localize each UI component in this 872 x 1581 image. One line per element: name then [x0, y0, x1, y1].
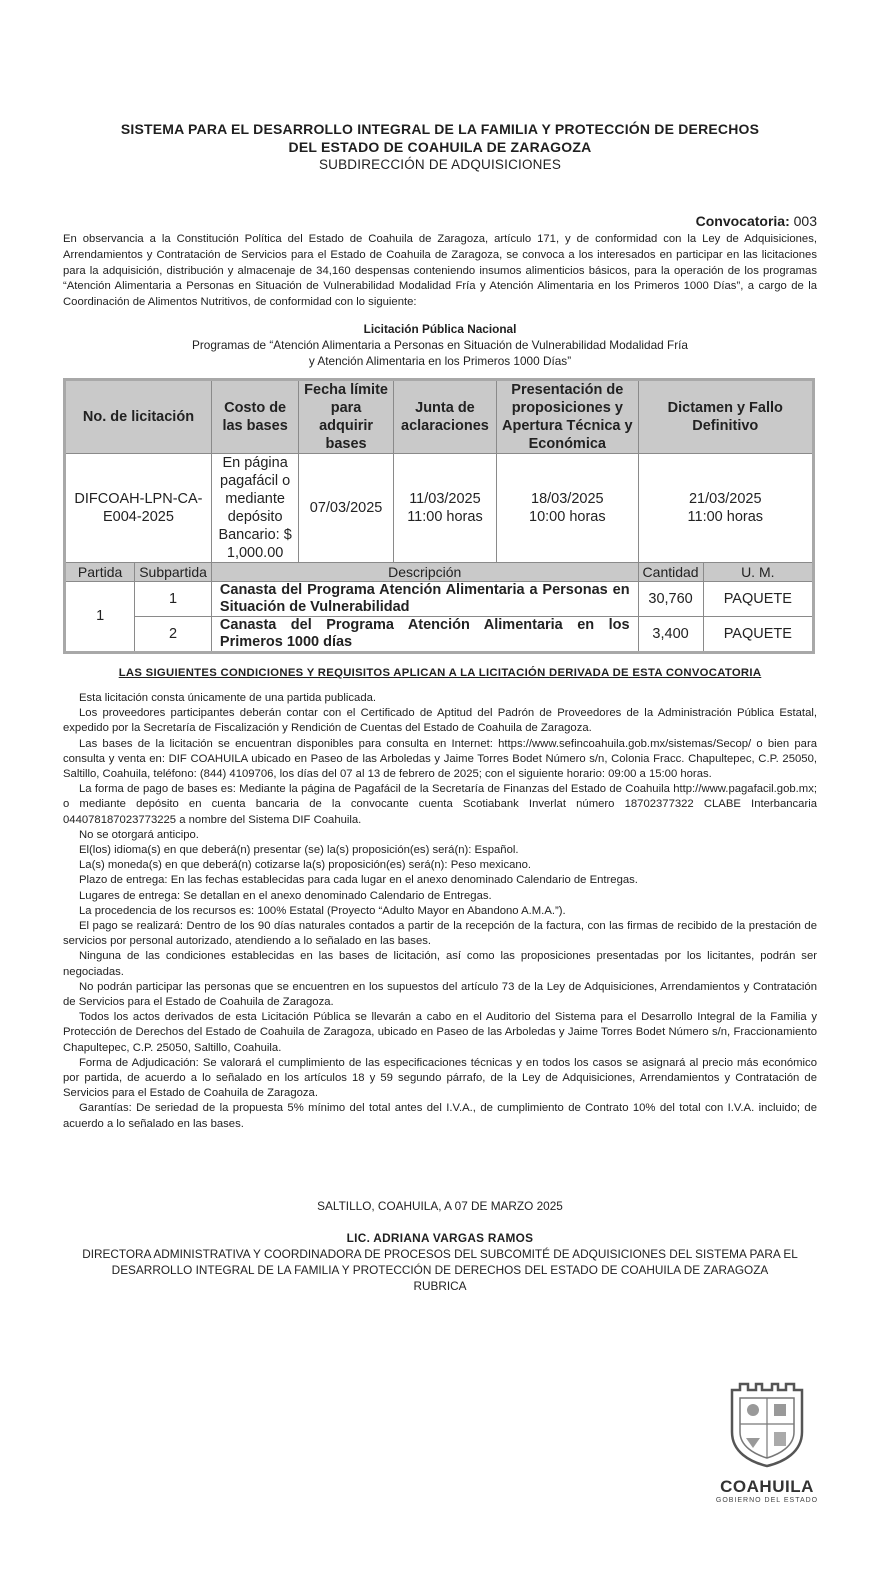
conditions-list — [63, 691, 817, 1132]
condition-item: Todos los actos derivados de esta Licitación Pública se llevarán a cabo en el Auditorio del Sistema para el Desarrollo Integral de la Familia y Protección de Derechos del Estado de Coahuila de Zaragoza, ubicado en Paseo de las Arboledas y Jaime Torres Bodet Número s/n, Fraccionamiento Chapultepec, C.P. 25050, Saltillo, Coahuila. — [63, 1011, 817, 1054]
coat-of-arms-icon — [722, 1376, 812, 1468]
licitacion-title: Licitación Pública Nacional — [363, 321, 517, 336]
header-costo: Costo de las bases — [211, 379, 298, 453]
dictamen-fecha: 21/03/2025 — [688, 490, 762, 507]
condition-item: No se otorgará anticipo. — [79, 828, 199, 841]
convocatoria-number — [63, 212, 817, 230]
header-partida: Partida — [65, 562, 135, 581]
cell-subpartida: 1 — [135, 581, 212, 616]
condition-item: La forma de pago de bases es: Mediante la página de Pagafácil de la Secretaría de Finanzas del Estado de Coahuila http://www.pagafacil.gob.mx; o mediante depósito en cuenta bancaria de la convocante cuenta Scotiabank Inverlat número 18702377322 CLABE Interbancaria 044078187023773225 a nombre del Sistema DIF Coahuila. — [63, 783, 817, 826]
place-date: SALTILLO, COAHUILA, A 07 DE MARZO 2025 — [317, 1198, 563, 1213]
table-row — [65, 616, 814, 652]
convocatoria-value: 003 — [793, 213, 817, 229]
table-header-row — [65, 379, 814, 453]
condition-item: Lugares de entrega: Se detallan en el anexo denominado Calendario de Entregas. — [79, 889, 492, 902]
signer-title-line-1: DIRECTORA ADMINISTRATIVA Y COORDINADORA DE PROCESOS DEL SUBCOMITÉ DE ADQUISICIONES DEL SISTEMA PARA EL — [82, 1246, 798, 1261]
signer-name: LIC. ADRIANA VARGAS RAMOS — [346, 1230, 534, 1245]
condition-item: La(s) moneda(s) en que deberá(n) cotizarse la(s) proposición(es) será(n): Peso mexicano. — [79, 859, 532, 872]
document-header — [63, 120, 817, 174]
junta-fecha: 11/03/2025 — [409, 490, 481, 507]
signer-title-line-2: DESARROLLO INTEGRAL DE LA FAMILIA Y PROTECCIÓN DE DERECHOS DEL ESTADO DE COAHUILA DE ZARAGOZA — [111, 1262, 769, 1277]
partida-header-row — [65, 562, 814, 581]
condition-item: Garantías: De seriedad de la propuesta 5% mínimo del total antes del I.V.A., de cumplimiento de Contrato 10% del total con I.V.A. incluido; de acuerdo a lo señalado en las bases. — [63, 1102, 817, 1130]
logo-subtitle: GOBIERNO DEL ESTADO — [715, 1497, 819, 1504]
logo-name: COAHUILA — [720, 1477, 814, 1496]
cell-descripcion: Canasta del Programa Atención Alimentaria a Personas en Situación de Vulnerabilidad — [211, 581, 638, 616]
condition-item: El pago se realizará: Dentro de los 90 días naturales contados a partir de la recepción de la factura, con las firmas de recibido de la prestación de servicios por personal autorizado, atendiendo a lo señalado en las bases. — [63, 920, 817, 948]
cell-presentacion — [497, 453, 638, 562]
licitacion-program-line-1: Programas de “Atención Alimentaria a Personas en Situación de Vulnerabilidad Modalidad Fría — [192, 337, 688, 352]
junta-hora: 11:00 horas — [407, 508, 483, 525]
condition-item: Esta licitación consta únicamente de una partida publicada. — [79, 691, 377, 704]
cell-um: PAQUETE — [703, 581, 813, 616]
coahuila-logo — [712, 1376, 822, 1504]
header-presentacion: Presentación de proposiciones y Apertura Técnica y Económica — [497, 379, 638, 453]
licitacion-table — [63, 378, 815, 654]
cell-dictamen — [638, 453, 813, 562]
header-junta: Junta de aclaraciones — [393, 379, 496, 453]
condition-item: Forma de Adjudicación: Se valorará el cumplimiento de las especificaciones técnicas y en todos los casos se asignará al precio más económico por partida, de acuerdo a lo señalado en los artículos 18 y 59 segundo párrafo, de la Ley de Adquisiciones, Arrendamientos y Contratación de Servicios para el Estado de Coahuila de Zaragoza. — [63, 1056, 817, 1100]
header-line-1: SISTEMA PARA EL DESARROLLO INTEGRAL DE LA FAMILIA Y PROTECCIÓN DE DERECHOS — [120, 121, 760, 137]
licitacion-heading — [63, 321, 817, 369]
rubrica: RUBRICA — [413, 1278, 467, 1293]
table-row — [65, 453, 814, 562]
condition-item: No podrán participar las personas que se encuentren en los supuestos del artículo 73 de la Ley de Adquisiciones, Arrendamientos y Contratación de Servicios para el Estado de Coahuila de Zaragoza. — [63, 980, 817, 1009]
condition-item: La procedencia de los recursos es: 100% Estatal (Proyecto “Adulto Mayor en Abandono A.M.A.”). — [79, 904, 566, 917]
cell-costo: En página pagafácil o mediante depósito Bancario: $ 1,000.00 — [211, 453, 298, 562]
cell-cantidad: 30,760 — [638, 581, 703, 616]
licitacion-program-line-2: y Atención Alimentaria en los Primeros 1000 Días” — [308, 353, 572, 368]
header-subpartida: Subpartida — [135, 562, 212, 581]
cell-partida: 1 — [65, 581, 135, 652]
cell-subpartida: 2 — [135, 616, 212, 652]
header-fecha-limite: Fecha límite para adquirir bases — [299, 379, 394, 453]
intro-paragraph: En observancia a la Constitución Política del Estado de Coahuila de Zaragoza, artículo 171, y de conformidad con la Ley de Adquisiciones, Arrendamientos y Contratación de Servicios para el Estado de Coahuila de Zaragoza, se convoca a los interesados en participar en las licitaciones para la adquisición, distribución y almacenaje de 34,160 despensas conteniendo insumos alimenticios básicos, para la operación de los programas “Atención Alimentaria a Personas en Situación de Vulnerabilidad Modalidad Fría y Atención Alimentaria en los Primeros 1000 Días”, a cargo de la Coordinación de Alimentos Nutritivos, de conformidad con lo siguiente: — [63, 233, 817, 309]
convocatoria-label: Convocatoria: — [695, 213, 790, 229]
cell-numero: DIFCOAH-LPN-CA-E004-2025 — [65, 453, 212, 562]
header-dictamen: Dictamen y Fallo Definitivo — [638, 379, 813, 453]
presentacion-fecha: 18/03/2025 — [531, 490, 604, 507]
signature-block — [63, 1198, 817, 1294]
header-descripcion: Descripción — [211, 562, 638, 581]
header-cantidad: Cantidad — [638, 562, 703, 581]
cell-descripcion: Canasta del Programa Atención Alimentaria en los Primeros 1000 días — [211, 616, 638, 652]
condition-item: Ninguna de las condiciones establecidas en las bases de licitación, así como las proposiciones presentadas por los licitantes, podrán ser negociadas. — [63, 950, 817, 978]
condition-item: Las bases de la licitación se encuentran disponibles para consulta en Internet: https://www.sefincoahuila.gob.mx/sistemas/Secop/ o bien para consulta y venta en: DIF COAHUILA ubicado en Paseo de las Arboledas y Jaime Torres Bodet Número s/n, Colonia Fracc. Chapultepec, C.P. 25050, Saltillo, Coahuila, teléfono: (844) 4109706, los días del 07 al 13 de febrero de 2025; con el siguiente horario: 09:00 a 15:00 horas. — [63, 737, 817, 780]
table-row — [65, 581, 814, 616]
conditions-title: LAS SIGUIENTES CONDICIONES Y REQUISITOS APLICAN A LA LICITACIÓN DERIVADA DE ESTA CONVOCATORIA — [118, 666, 762, 679]
dictamen-hora: 11:00 horas — [687, 508, 764, 525]
cell-junta — [393, 453, 496, 562]
cell-fecha-limite: 07/03/2025 — [299, 453, 394, 562]
condition-item: El(los) idioma(s) en que deberá(n) presentar (se) la(s) proposición(es) será(n): Español. — [79, 844, 519, 857]
cell-cantidad: 3,400 — [638, 616, 703, 652]
cell-um: PAQUETE — [703, 616, 813, 652]
document-page — [63, 120, 817, 1294]
condition-item: Plazo de entrega: En las fechas establecidas para cada lugar en el anexo denominado Calendario de Entregas. — [79, 874, 638, 887]
condition-item: Los proveedores participantes deberán contar con el Certificado de Aptitud del Padrón de Proveedores de la Administración Pública Estatal, expedido por la Secretaría de Fiscalización y Rendición de Cuentas del Estado de Coahuila de Zaragoza. — [63, 707, 817, 735]
presentacion-hora: 10:00 horas — [529, 508, 606, 525]
header-um: U. M. — [703, 562, 813, 581]
header-line-2: DEL ESTADO DE COAHUILA DE ZARAGOZA — [288, 139, 592, 155]
header-subtitle: SUBDIRECCIÓN DE ADQUISICIONES — [318, 157, 562, 172]
header-numero: No. de licitación — [65, 379, 212, 453]
